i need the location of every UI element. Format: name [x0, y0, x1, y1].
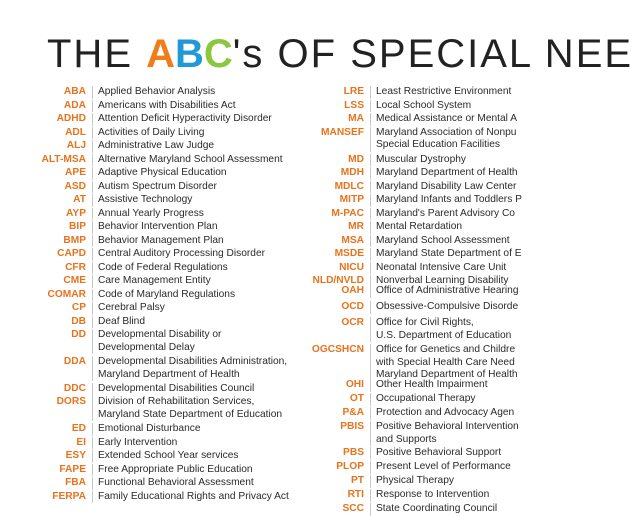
glossary-abbreviation: AT	[73, 194, 86, 205]
glossary-entry	[0, 113, 272, 126]
definition-line: Developmental Disability or	[98, 329, 222, 340]
definition-line: Developmental Disabilities Administration,	[98, 356, 288, 367]
glossary-abbreviation: OCR	[341, 317, 364, 328]
definition-line: Maryland Disability Law Center	[376, 180, 517, 192]
definition-line: Maryland Department of Health	[376, 167, 518, 178]
glossary-abbreviation: MITP	[339, 194, 364, 205]
glossary-definition	[370, 317, 511, 342]
glossary-definition	[370, 407, 514, 420]
glossary-definition	[370, 489, 489, 502]
glossary-definition	[92, 316, 145, 329]
glossary-definition	[370, 208, 515, 221]
definition-line: Developmental Disabilities Council	[98, 383, 255, 394]
glossary-entry	[0, 248, 265, 261]
definition-line: Behavior Management Plan	[98, 234, 224, 246]
glossary-abbreviation: CFR	[65, 261, 86, 273]
page-title	[47, 30, 633, 78]
title-prefix: THE	[47, 32, 147, 76]
glossary-definition	[92, 383, 254, 396]
glossary-definition	[92, 140, 214, 153]
definition-line: Muscular Dystrophy	[376, 153, 467, 165]
glossary-definition	[92, 167, 227, 180]
definition-line: Division of Rehabilitation Services,	[98, 396, 255, 407]
glossary-definition	[370, 181, 516, 194]
definition-line: Maryland Department of Health	[98, 368, 240, 380]
glossary-definition	[92, 275, 211, 288]
glossary-definition	[92, 356, 287, 381]
definition-line: Developmental Delay	[98, 341, 195, 353]
glossary-entry	[0, 221, 218, 234]
glossary-abbreviation: OCD	[341, 301, 364, 312]
glossary-definition	[92, 248, 265, 261]
glossary-definition	[92, 423, 201, 436]
glossary-definition	[370, 421, 519, 446]
glossary-abbreviation: MSDE	[334, 248, 364, 259]
glossary-abbreviation: MR	[348, 221, 364, 232]
glossary-definition	[370, 235, 510, 248]
glossary-entry	[0, 181, 217, 194]
definition-line: Code of Maryland Regulations	[98, 288, 236, 300]
definition-line: Alternative Maryland School Assessment	[98, 153, 283, 165]
glossary-definition	[92, 113, 272, 126]
glossary-definition	[370, 154, 466, 167]
definition-line: Maryland's Parent Advisory Co	[376, 207, 515, 219]
definition-line: Central Auditory Processing Disorder	[98, 248, 266, 259]
glossary-entry	[306, 235, 510, 248]
glossary-abbreviation: PBS	[343, 447, 364, 458]
definition-line: Maryland State Department of E	[376, 248, 522, 259]
glossary-entry	[306, 167, 518, 180]
definition-line: Special Education Facilities	[376, 139, 501, 150]
glossary-definition	[370, 503, 497, 516]
glossary-abbreviation: DD	[71, 329, 86, 340]
glossary-abbreviation: ED	[71, 423, 86, 434]
glossary-entry	[0, 464, 253, 477]
glossary-abbreviation: DDA	[63, 356, 86, 367]
glossary-entry	[0, 262, 228, 275]
definition-line: Annual Yearly Progress	[98, 207, 204, 219]
definition-line: Adaptive Physical Education	[98, 167, 227, 178]
glossary-entry	[306, 393, 475, 406]
glossary-entry	[306, 154, 466, 167]
definition-line: Other Health Impairment	[376, 379, 488, 390]
definition-line: State Coordinating Council	[376, 503, 498, 514]
glossary-entry	[306, 447, 501, 460]
glossary-definition	[370, 113, 517, 126]
glossary-abbreviation: ADA	[63, 99, 86, 111]
glossary-entry	[0, 316, 145, 329]
definition-line: Maryland Department of Health	[376, 369, 518, 380]
glossary-abbreviation: LRE	[343, 86, 364, 97]
definition-line: Office of Administrative Hearing	[376, 285, 519, 296]
definition-line: Positive Behavioral Intervention	[376, 421, 519, 432]
glossary-abbreviation: PBIS	[340, 421, 364, 432]
definition-line: Attention Deficit Hyperactivity Disorder	[98, 113, 272, 124]
definition-line: Early Intervention	[98, 436, 178, 448]
glossary-entry	[306, 317, 511, 342]
glossary-abbreviation: MSA	[341, 234, 364, 246]
glossary-entry	[0, 329, 221, 354]
glossary-definition	[92, 477, 254, 490]
glossary-abbreviation: OGCSHCN	[311, 344, 364, 355]
glossary-abbreviation: EI	[76, 436, 86, 448]
definition-line: Activities of Daily Living	[98, 126, 205, 138]
glossary-definition	[92, 396, 282, 421]
glossary-entry	[306, 475, 454, 488]
glossary-abbreviation: FBA	[65, 477, 86, 488]
glossary-definition	[370, 221, 462, 234]
glossary-abbreviation: SCC	[342, 503, 364, 514]
glossary-abbreviation: ADHD	[56, 113, 86, 124]
glossary-abbreviation: M-PAC	[331, 207, 364, 219]
definition-line: Neonatal Intensive Care Unit	[376, 261, 507, 273]
glossary-definition	[92, 464, 253, 477]
glossary-entry	[0, 208, 204, 221]
definition-line: Maryland State Department of Education	[98, 408, 283, 420]
definition-line: Code of Federal Regulations	[98, 261, 228, 273]
definition-line: Family Educational Rights and Privacy Act	[98, 490, 289, 502]
glossary-entry	[0, 396, 282, 421]
glossary-abbreviation: FERPA	[52, 490, 86, 502]
glossary-definition	[370, 393, 475, 406]
glossary-definition	[92, 100, 236, 113]
glossary-abbreviation: APE	[65, 167, 86, 178]
glossary-abbreviation: LSS	[344, 99, 364, 111]
definition-line: Present Level of Performance	[376, 461, 511, 472]
glossary-abbreviation: MDH	[340, 167, 364, 178]
glossary-abbreviation: OT	[349, 393, 364, 404]
glossary-entry	[306, 113, 517, 126]
glossary-abbreviation: NLD/NVLD	[312, 275, 364, 286]
glossary-entry	[306, 208, 515, 221]
glossary-entry	[306, 100, 471, 113]
glossary-abbreviation: NICU	[339, 261, 364, 273]
glossary-entry	[0, 127, 204, 140]
definition-line: Autism Spectrum Disorder	[98, 180, 217, 192]
glossary-definition	[92, 329, 221, 354]
glossary-definition	[92, 302, 165, 315]
glossary-definition	[370, 344, 518, 382]
glossary-definition	[370, 379, 488, 392]
definition-line: Assistive Technology	[98, 194, 193, 205]
glossary-entry	[0, 450, 238, 463]
glossary-definition	[92, 127, 204, 140]
glossary-entry	[0, 235, 224, 248]
definition-line: Functional Behavioral Assessment	[98, 477, 254, 488]
glossary-definition	[370, 86, 511, 99]
definition-line: Behavior Intervention Plan	[98, 221, 218, 232]
glossary-entry	[0, 100, 236, 113]
definition-line: with Special Health Care Need	[376, 356, 515, 368]
glossary-abbreviation: MANSEF	[320, 126, 364, 138]
glossary-abbreviation: ASD	[64, 180, 86, 192]
glossary-entry	[306, 181, 516, 194]
glossary-definition	[92, 262, 228, 275]
glossary-entry	[306, 301, 518, 314]
title-suffix: 's OF SPECIAL NEE	[232, 32, 633, 76]
glossary-definition	[370, 167, 518, 180]
glossary-abbreviation: OAH	[341, 285, 364, 296]
glossary-abbreviation: AYP	[65, 207, 86, 219]
glossary-abbreviation: ABA	[63, 86, 86, 97]
glossary-entry	[0, 491, 289, 504]
definition-line: Nonverbal Learning Disability	[376, 275, 509, 286]
glossary-abbreviation: BIP	[69, 221, 86, 232]
definition-line: Emotional Disturbance	[98, 423, 201, 434]
definition-line: Mental Retardation	[376, 221, 463, 232]
glossary-abbreviation: CME	[63, 275, 86, 286]
definition-line: Maryland Association of Nonpu	[376, 126, 517, 138]
glossary-definition	[92, 491, 289, 504]
definition-line: Protection and Advocacy Agen	[376, 407, 515, 418]
glossary-entry	[306, 489, 489, 502]
glossary-definition	[370, 194, 522, 207]
glossary-entry	[0, 423, 201, 436]
glossary-entry	[306, 421, 519, 446]
definition-line: Extended School Year services	[98, 450, 239, 461]
definition-line: Deaf Blind	[98, 315, 146, 327]
glossary-definition	[370, 262, 506, 275]
glossary-abbreviation: CAPD	[57, 248, 86, 259]
definition-line: Maryland School Assessment	[376, 234, 510, 246]
definition-line: Positive Behavioral Support	[376, 447, 502, 458]
definition-line: Administrative Law Judge	[98, 140, 215, 151]
glossary-entry	[306, 127, 516, 152]
definition-line: Response to Intervention	[376, 489, 490, 500]
glossary-abbreviation: CP	[71, 302, 86, 313]
glossary-definition	[92, 154, 283, 167]
glossary-definition	[370, 475, 454, 488]
glossary-abbreviation: MA	[348, 113, 364, 124]
glossary-abbreviation: BMP	[63, 234, 86, 246]
glossary-definition	[92, 437, 177, 450]
definition-line: Cerebral Palsy	[98, 302, 165, 313]
glossary-abbreviation: MDLC	[334, 180, 364, 192]
definition-line: and Supports	[376, 433, 437, 445]
glossary-entry	[0, 437, 177, 450]
glossary-definition	[92, 86, 215, 99]
glossary-entry	[0, 194, 192, 207]
glossary-definition	[370, 100, 471, 113]
glossary-abbreviation: DDC	[63, 383, 86, 394]
glossary-entry	[306, 194, 522, 207]
definition-line: Applied Behavior Analysis	[98, 86, 216, 97]
definition-line: Least Restrictive Environment	[376, 86, 512, 97]
glossary-abbreviation: MD	[348, 153, 364, 165]
glossary-entry	[306, 379, 488, 392]
glossary-abbreviation: PLOP	[336, 461, 364, 472]
title-letter-b: B	[175, 32, 204, 76]
glossary-entry	[306, 86, 511, 99]
glossary-abbreviation: DORS	[56, 396, 86, 407]
glossary-entry	[306, 407, 514, 420]
glossary-abbreviation: P&A	[342, 407, 364, 418]
glossary-abbreviation: COMAR	[47, 288, 86, 300]
glossary-abbreviation: RTI	[347, 489, 364, 500]
glossary-entry	[0, 356, 287, 381]
glossary-abbreviation: DB	[71, 315, 86, 327]
definition-line: Care Management Entity	[98, 275, 211, 286]
definition-line: Maryland Infants and Toddlers P	[376, 194, 522, 205]
definition-line: Americans with Disabilities Act	[98, 99, 236, 111]
glossary-abbreviation: ESY	[65, 450, 86, 461]
definition-line: Medical Assistance or Mental A	[376, 113, 517, 124]
glossary-abbreviation: ALT-MSA	[41, 153, 86, 165]
glossary-abbreviation: FAPE	[59, 463, 86, 475]
glossary-entry	[306, 262, 506, 275]
glossary-definition	[370, 285, 519, 298]
glossary-abbreviation: OHI	[345, 379, 364, 390]
glossary-definition	[370, 447, 501, 460]
glossary-entry	[306, 221, 462, 234]
glossary-definition	[92, 289, 235, 302]
glossary-entry	[0, 477, 254, 490]
glossary-definition	[92, 450, 238, 463]
definition-line: U.S. Department of Education	[376, 329, 512, 341]
glossary-definition	[370, 248, 522, 261]
glossary-entry	[0, 154, 283, 167]
glossary-entry	[306, 503, 497, 516]
glossary-definition	[370, 301, 518, 314]
glossary-definition	[92, 235, 224, 248]
title-letter-a: A	[146, 32, 176, 76]
definition-line: Office for Civil Rights,	[376, 317, 474, 328]
glossary-definition	[92, 194, 192, 207]
glossary-entry	[306, 461, 511, 474]
glossary-definition	[370, 461, 511, 474]
glossary-abbreviation: ADL	[65, 126, 86, 138]
glossary-definition	[92, 221, 218, 234]
glossary-entry	[0, 289, 235, 302]
definition-line: Obsessive-Compulsive Disorde	[376, 301, 519, 312]
glossary-abbreviation: ALJ	[66, 140, 86, 151]
glossary-entry	[0, 302, 165, 315]
definition-line: Free Appropriate Public Education	[98, 463, 253, 475]
definition-line: Local School System	[376, 99, 472, 111]
definition-line: Physical Therapy	[376, 475, 454, 486]
definition-line: Office for Genetics and Childre	[376, 344, 516, 355]
glossary-entry	[0, 383, 254, 396]
glossary-definition	[370, 127, 516, 152]
glossary-entry	[306, 344, 518, 382]
glossary-definition	[92, 181, 217, 194]
title-letter-c: C	[203, 32, 233, 76]
glossary-definition	[92, 208, 204, 221]
glossary-entry	[0, 275, 211, 288]
glossary-entry	[306, 285, 519, 298]
glossary-entry	[0, 86, 215, 99]
glossary-entry	[0, 167, 227, 180]
glossary-abbreviation: PT	[350, 475, 364, 486]
glossary-entry	[306, 248, 522, 261]
glossary-entry	[0, 140, 214, 153]
definition-line: Occupational Therapy	[376, 393, 476, 404]
